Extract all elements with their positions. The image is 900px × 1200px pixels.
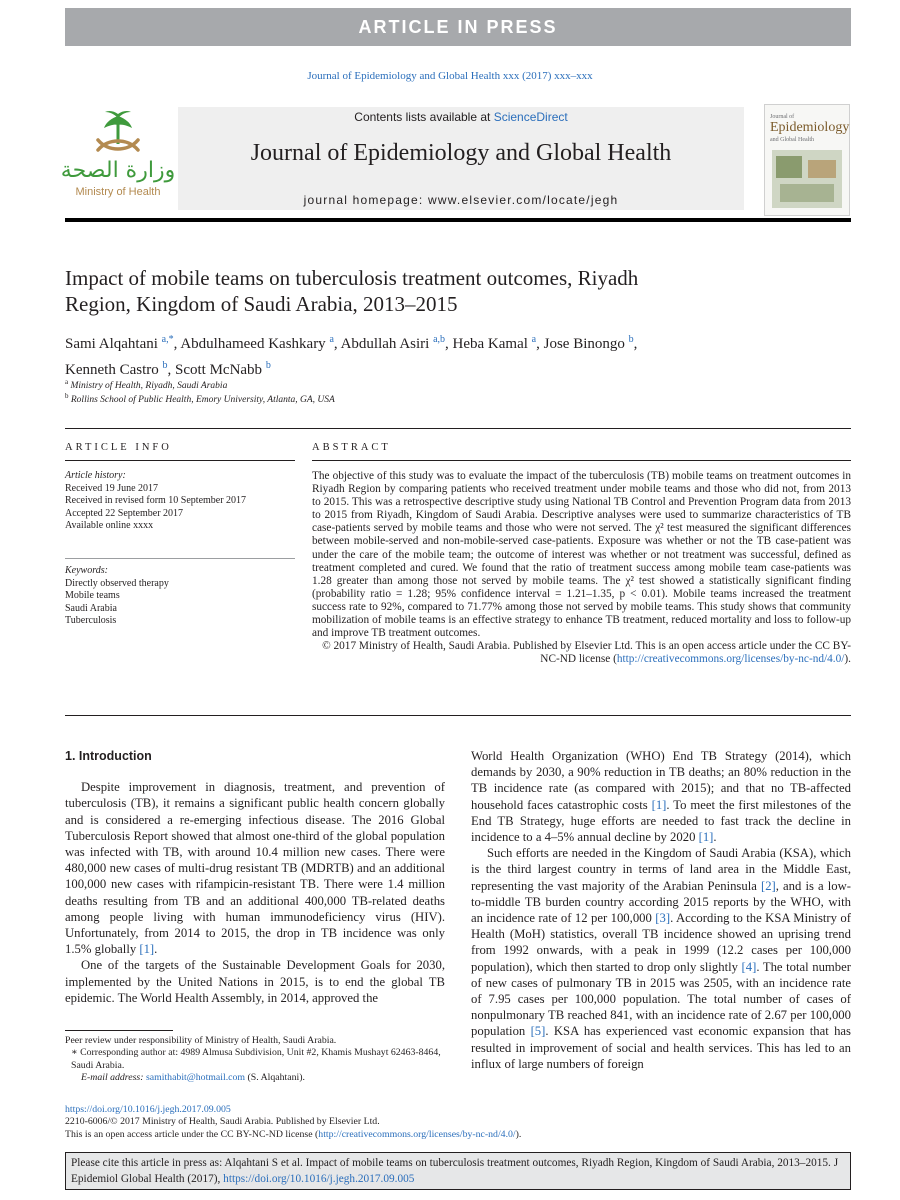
history-item: Received in revised form 10 September 2017 — [65, 495, 247, 507]
keyword: Directly observed therapy — [65, 577, 169, 589]
article-history-label: Article history: — [65, 470, 126, 481]
article-in-press-banner: ARTICLE IN PRESS — [65, 8, 851, 46]
paragraph: Despite improvement in diagnosis, treatment, and prevention of tuberculosis (TB), it remains a significant public health concern globally and is considered a re-emerging infectious disease. The 2016 Global Tuberculosis Report showed that almost one-third of the global population was infected with TB, with around 10.4 million new cases. There were 480,000 new cases of multi-drug resistant TB (MDRTB) and an additional 100,000 new cases with rifampicin-resistant TB. There were 1.4 million deaths resulting from TB and an additional 400,000 TB-related deaths among people living with human immunodeficiency virus (HIV). Unfortunately, from 2014 to 2015, the drop in TB incidence was only 1.5% globally [1]. — [65, 780, 445, 957]
affiliation-b: $^b$ Rollins School of Public Health, Emory University, Atlanta, GA, USA — [65, 392, 335, 406]
author: Heba Kamal $^a$, — [452, 334, 544, 352]
journal-homepage[interactable]: journal homepage: www.elsevier.com/locate/jegh — [303, 193, 619, 207]
peer-review-note: Peer review under responsibility of Ministry of Health, Saudi Arabia. — [65, 1035, 337, 1046]
affiliation-a: $^a$ Ministry of Health, Riyadh, Saudi Arabia — [65, 378, 228, 392]
issn-line: 2210-6006/© 2017 Ministry of Health, Saudi Arabia. Published by Elsevier Ltd. — [65, 1116, 380, 1128]
author: Jose Binongo $^b$, — [543, 334, 638, 352]
reference-link[interactable]: [1] — [651, 797, 667, 812]
publication-info — [65, 1104, 851, 1141]
author: Abdullah Asiri $^{a,b}$, — [340, 334, 453, 352]
reference-link[interactable]: [1] — [139, 942, 155, 957]
author-affiliation-mark[interactable]: a — [531, 334, 537, 345]
sciencedirect-link[interactable]: ScienceDirect — [493, 110, 568, 124]
divider — [65, 715, 851, 716]
article-info-heading: ARTICLE INFO — [65, 442, 172, 453]
reference-link[interactable]: [1] — [698, 830, 714, 845]
reference-link[interactable]: [4] — [741, 959, 757, 974]
citation-box — [65, 1152, 851, 1190]
author-affiliation-mark[interactable]: a — [329, 334, 334, 345]
ministry-of-health-logo — [60, 108, 176, 206]
journal-cover-thumbnail — [764, 104, 850, 216]
section-heading: 1. Introduction — [65, 749, 152, 763]
license-prefix: CC BY-NC-ND license ( — [540, 640, 851, 666]
doi-link[interactable]: https://doi.org/10.1016/j.jegh.2017.09.005 — [65, 1104, 231, 1115]
keywords — [65, 565, 295, 628]
author: Scott McNabb $^b$ — [174, 360, 271, 378]
citation-text: Please cite this article in press as: Alqahtani S et al. Impact of mobile teams on tuberculosis treatment outcomes, Riyadh Region, Kingdom of Saudi Arabia, 2013–2015. J Epidemiol Global Health (2017), — [71, 1157, 839, 1185]
keywords-label: Keywords: — [65, 565, 108, 576]
divider — [65, 558, 295, 559]
footnotes — [65, 1035, 457, 1084]
divider — [65, 460, 295, 461]
article-title — [65, 265, 825, 317]
article-title-line-1: Impact of mobile teams on tuberculosis treatment outcomes, Riyadh — [65, 266, 639, 290]
intro-right-column — [471, 748, 851, 1072]
divider — [312, 460, 851, 461]
cover-image — [772, 150, 842, 208]
contents-prefix: Contents lists available at — [354, 110, 494, 124]
abstract-copyright: © 2017 Ministry of Health, Saudi Arabia. Published by Elsevier Ltd. This is an open access article under the CC BY-NC-ND license (http://creativecommons.org/licenses/by-nc-nd/4.0/). — [322, 640, 851, 666]
history-item: Received 19 June 2017 — [65, 482, 159, 494]
history-item: Accepted 22 September 2017 — [65, 507, 184, 519]
reference-link[interactable]: [5] — [530, 1024, 546, 1039]
divider — [65, 428, 851, 429]
footnote-rule — [65, 1030, 173, 1031]
history-item: Available online xxxx — [65, 520, 154, 532]
cover-small-text: Journal of — [770, 114, 795, 120]
contents-available — [178, 110, 744, 124]
logo-english-text: Ministry of Health — [75, 186, 161, 198]
author-affiliation-mark[interactable]: a,* — [161, 334, 174, 345]
license-link[interactable]: http://creativecommons.org/licenses/by-nc-nd/4.0/ — [616, 653, 845, 666]
abstract-text: The objective of this study was to evaluate the impact of the tuberculosis (TB) mobile teams on treatment outcomes in Riyadh Region by comparing patients who received treatment under mobile teams and those who did not, from 2013 to 2015. This was a retrospective descriptive study using National TB Control and Prevention Program data from 2013 to 2015 from Riyadh, Kingdom of Saudi Arabia. Descriptive analyses were used to summarize characteristics of TB case-patients served by mobile teams and those who were not served. The χ² test measured the significant differences between mobile-served and non-mobile-served case-patients. Exposure was whether or not the TB case-patient was under the care of the mobile team; the outcome of interest was whether or not treatment was successful, defined as treatment completed and cured. We found that the ratio of treatment success among mobile team case-patients was 1.28 greater than among those not served by mobile teams. The χ² test showed a statistically significant finding (probability ratio = 1.28; 95% confidence interval = 1.21–1.35, p < 0.01). Mobile teams increased the treatment success rate to 92%, compared to 71.77% among those not served by mobile teams. This study shows that community mobilization of mobile teams is an effective strategy to enhance TB treatment, reduced mortality and loss to follow-up and improve TB treatment outcomes. — [312, 470, 851, 640]
copyright-text: © 2017 Ministry of Health, Saudi Arabia. Published by Elsevier Ltd. This is an open access article under the — [322, 640, 813, 653]
author-affiliation-mark[interactable]: b — [265, 360, 271, 371]
intro-left-column — [65, 748, 445, 1006]
author: Kenneth Castro $^b$, — [65, 360, 175, 378]
license-link[interactable]: http://creativecommons.org/licenses/by-nc-nd/4.0/ — [318, 1128, 516, 1140]
abstract-body — [312, 470, 851, 666]
cover-subtitle: and Global Health — [770, 137, 814, 143]
journal-title: Journal of Epidemiology and Global Health — [250, 140, 672, 166]
journal-citation-line[interactable]: Journal of Epidemiology and Global Health xxx (2017) xxx–xxx — [307, 70, 593, 82]
corresponding-author-note: ∗ Corresponding author at: 4989 Almusa Subdivision, Unit #2, Khamis Mushayt 62463-8464, Saudi Arabia. — [71, 1047, 441, 1071]
paragraph: One of the targets of the Sustainable Development Goals for 2030, implemented by the United Nations in 2015, is to end the global TB epidemic. The World Health Assembly, in 2014, approved the — [65, 958, 445, 1005]
citation-doi-link[interactable]: https://doi.org/10.1016/j.jegh.2017.09.005 — [223, 1172, 415, 1185]
author-affiliation-mark[interactable]: a,b — [433, 334, 446, 345]
cover-title: Epidemiology — [770, 120, 850, 135]
email-link[interactable]: samithabit@hotmail.com — [145, 1071, 246, 1083]
author-list — [65, 329, 825, 381]
logo-arabic-text: وزارة الصحة — [60, 158, 176, 183]
reference-link[interactable]: [2] — [760, 878, 776, 893]
author-affiliation-mark[interactable]: b — [162, 360, 168, 371]
paragraph: World Health Organization (WHO) End TB Strategy (2014), which demands by 2030, a 90% reduction in TB deaths; an 80% reduction in the TB incidence rate (as compared with 2015); and that no TB-affected household faces catastrophic costs [1]. To meet the first milestones of the End TB Strategy, huge efforts are needed to fast track the decline in incidence to a 4–5% annual decline by 2020 [1]. — [471, 749, 851, 845]
abstract-heading: ABSTRACT — [312, 442, 391, 453]
header-rule — [65, 218, 851, 222]
email-note: E-mail address: samithabit@hotmail.com (S. Alqahtani). — [81, 1071, 305, 1083]
open-access-line: This is an open access article under the CC BY-NC-ND license (http://creativecommons.org/licenses/by-nc-nd/4.0/). — [65, 1128, 522, 1140]
keyword: Mobile teams — [65, 590, 120, 602]
reference-link[interactable]: [3] — [655, 911, 671, 926]
author: Sami Alqahtani $^{a,*}$, — [65, 334, 181, 352]
keyword: Tuberculosis — [65, 615, 117, 627]
keyword: Saudi Arabia — [65, 602, 117, 614]
paragraph: Such efforts are needed in the Kingdom of Saudi Arabia (KSA), which is the third largest country in terms of land area in the Middle East, representing the vast majority of the Arabian Peninsula [2], and is a low-to-middle TB burden country according 2015 reports by the WHO, with an incidence rate of 12 per 100,000 [3]. According to the KSA Ministry of Health (MoH) statistics, overall TB incidence showed an uprising trend from 1992 onwards, with a peak in 1999 (12.2 cases per 100,000 population), which then started to drop only slightly [4]. The total number of new cases of pulmonary TB in 2015 was 2505, with an incidence rate of 7.95 cases per 100,000 population. The total number of cases of nonpulmonary TB reached 841, with an incidence rate of 2.67 per 100,000 population [5]. KSA has experienced vast economic expansion that has resulted in improvement of social and health services. This has led to an influx of large numbers of foreign — [471, 846, 852, 1071]
author-affiliation-mark[interactable]: b — [628, 334, 634, 345]
article-title-line-2: Region, Kingdom of Saudi Arabia, 2013–2015 — [65, 292, 458, 316]
article-info — [65, 470, 295, 533]
author: Abdulhameed Kashkary $^a$, — [180, 334, 341, 352]
